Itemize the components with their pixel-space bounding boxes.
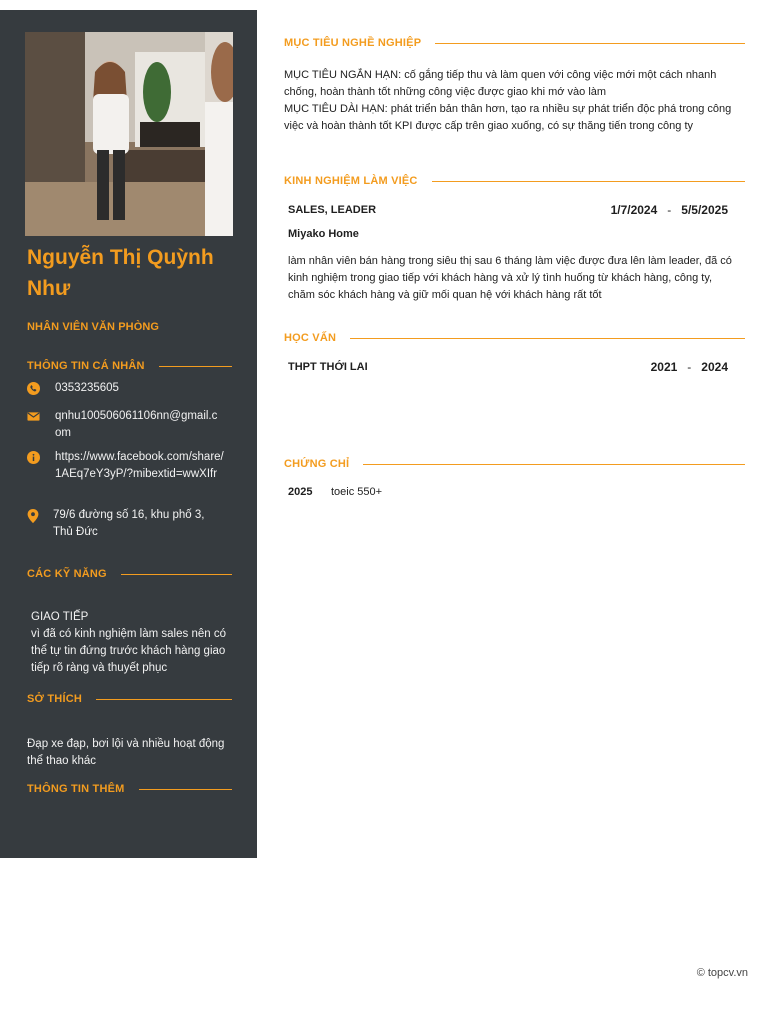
certificate-item [288,486,382,498]
skills-heading [27,567,232,581]
objective-heading [284,36,745,50]
phone-icon [27,380,55,401]
certificates-heading [284,457,745,471]
heading-rule [96,699,232,700]
contact-email [27,408,232,442]
certificate-year: 2025 [288,486,313,498]
education-heading [284,331,745,345]
objective-text [284,67,736,135]
experience-dates [611,203,728,217]
heading-rule [139,789,232,790]
contact-phone [27,380,232,401]
experience-start: 1/7/2024 [610,203,658,217]
experience-entry-header [288,202,728,218]
heading-rule [121,574,232,575]
contact-website [27,449,232,483]
skill-description: vì đã có kinh nghiệm làm sales nên có thể tự tin đứng trước khách hàng giao tiếp rõ ràng và thuyết phục [31,628,226,674]
education-heading-text: HỌC VẤN [284,332,337,344]
job-title: NHÂN VIÊN VĂN PHÒNG [27,321,160,333]
skill-item [31,609,226,677]
website-value[interactable]: https://www.facebook.com/share/1AEq7eY3yP/?mibextid=wwXIfr [55,451,224,480]
experience-description: làm nhân viên bán hàng trong siêu thị sau 6 tháng làm việc được đưa lên làm leader, đã có kinh nghiệm trong giao tiếp với khách hàng và xử lý tình huống từ khách hàng, công ty, chăm sóc khách hàng và giữ mối quan hệ với khách hàng rất tốt [288,255,732,301]
skill-name: GIAO TIẾP [31,611,89,623]
heading-rule [363,464,745,465]
profile-photo [25,32,233,236]
short-term-goal: MỤC TIÊU NGẮN HẠN: cố gắng tiếp thu và làm quen với công việc mới một cách nhanh chống, hoàn thành tốt những công việc được giao khi mớ vào làm [284,69,717,98]
heading-rule [159,366,232,367]
hobbies-heading [27,692,232,706]
personal-info-heading [27,359,232,373]
date-separator: - [687,360,692,374]
contact-address [27,507,232,541]
candidate-name: Nguyễn Thị Quỳnh Như [27,246,214,300]
experience-position: SALES, LEADER [288,204,377,216]
photo-illustration [25,32,233,236]
heading-rule [432,181,745,182]
email-value[interactable]: qnhu100506061106nn@gmail.com [55,410,218,439]
experience-company: Miyako Home [288,228,359,240]
skills-heading-text: CÁC KỸ NĂNG [27,568,107,580]
experience-heading-text: KINH NGHIỆM LÀM VIỆC [284,175,418,187]
personal-info-heading-text: THÔNG TIN CÁ NHÂN [27,360,145,372]
sidebar [0,10,257,858]
address-value: 79/6 đường số 16, khu phố 3, Thủ Đức [53,509,205,538]
more-info-heading [27,782,232,796]
education-entry-header [288,359,728,375]
experience-end: 5/5/2025 [681,203,728,217]
certificate-name: toeic 550+ [331,486,383,498]
footer-brand[interactable]: © topcv.vn [696,967,748,979]
phone-value: 0353235605 [55,382,119,394]
education-start: 2021 [650,360,678,374]
date-separator: - [667,203,672,217]
email-icon [27,408,55,442]
info-icon [27,449,55,483]
heading-rule [350,338,745,339]
location-pin-icon [27,507,53,541]
experience-heading [284,174,745,188]
heading-rule [435,43,745,44]
long-term-goal: MỤC TIÊU DÀI HẠN: phát triển bản thân hơn, tạo ra nhiều sự phát triển độc phá trong công việc và hoàn thành tốt KPI được cấp trên giao xuống, có sự thăng tiến trong công ty [284,103,732,132]
education-dates [651,360,728,374]
hobbies-heading-text: SỞ THÍCH [27,693,82,705]
objective-heading-text: MỤC TIÊU NGHỀ NGHIỆP [284,37,422,49]
education-school: THPT THỚI LAI [288,361,368,373]
more-info-heading-text: THÔNG TIN THÊM [27,783,125,795]
education-end: 2024 [701,360,728,374]
hobbies-text: Đạp xe đạp, bơi lội và nhiều hoạt động thể thao khác [27,738,225,767]
certificates-heading-text: CHỨNG CHỈ [284,458,350,470]
